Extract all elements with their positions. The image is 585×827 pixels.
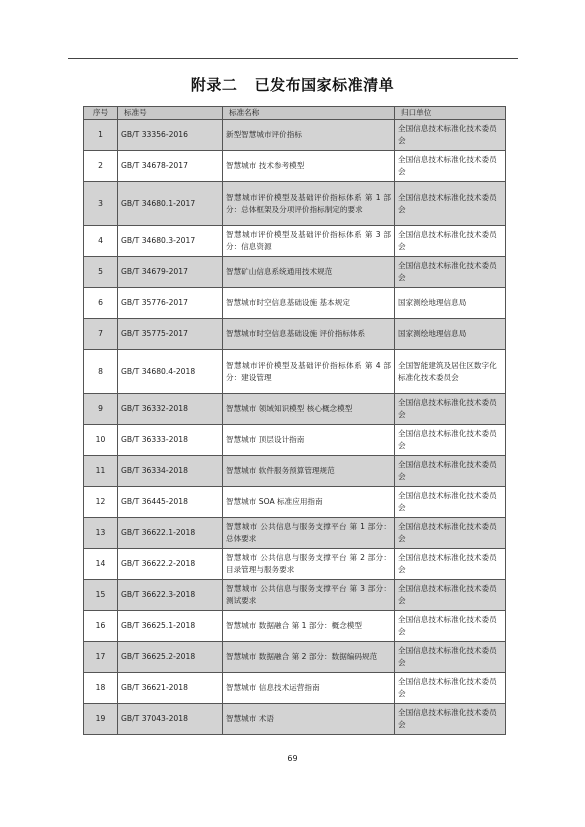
- cell-no: 18: [84, 673, 118, 704]
- cell-name: 智慧城市 软件服务预算管理规范: [223, 456, 395, 487]
- table-row: [84, 611, 506, 642]
- cell-dept: 全国信息技术标准化技术委员会: [395, 580, 506, 611]
- table-row: [84, 518, 506, 549]
- table-row: [84, 425, 506, 456]
- cell-dept: 国家测绘地理信息局: [395, 319, 506, 350]
- cell-name: 智慧城市 公共信息与服务支撑平台 第 1 部分：总体要求: [223, 518, 395, 549]
- cell-no: 11: [84, 456, 118, 487]
- cell-name: 智慧城市时空信息基础设施 基本规定: [223, 288, 395, 319]
- cell-name: 智慧城市 技术参考模型: [223, 151, 395, 182]
- cell-no: 15: [84, 580, 118, 611]
- cell-no: 8: [84, 350, 118, 394]
- cell-dept: 全国信息技术标准化技术委员会: [395, 257, 506, 288]
- cell-no: 12: [84, 487, 118, 518]
- table-row: [84, 350, 506, 394]
- cell-no: 10: [84, 425, 118, 456]
- cell-name: 智慧城市 顶层设计指南: [223, 425, 395, 456]
- table-row: [84, 487, 506, 518]
- cell-no: 1: [84, 120, 118, 151]
- cell-name: 新型智慧城市评价指标: [223, 120, 395, 151]
- cell-code: GB/T 36445-2018: [118, 487, 223, 518]
- cell-name: 智慧城市 SOA 标准应用指南: [223, 487, 395, 518]
- cell-no: 7: [84, 319, 118, 350]
- cell-dept: 全国信息技术标准化技术委员会: [395, 182, 506, 226]
- table-row: [84, 288, 506, 319]
- cell-no: 16: [84, 611, 118, 642]
- cell-no: 6: [84, 288, 118, 319]
- cell-dept: 全国信息技术标准化技术委员会: [395, 151, 506, 182]
- cell-code: GB/T 36625.1-2018: [118, 611, 223, 642]
- cell-dept: 全国信息技术标准化技术委员会: [395, 120, 506, 151]
- cell-name: 智慧城市时空信息基础设施 评价指标体系: [223, 319, 395, 350]
- cell-code: GB/T 36332-2018: [118, 394, 223, 425]
- cell-no: 9: [84, 394, 118, 425]
- cell-code: GB/T 37043-2018: [118, 704, 223, 735]
- cell-dept: 全国信息技术标准化技术委员会: [395, 673, 506, 704]
- cell-no: 14: [84, 549, 118, 580]
- cell-code: GB/T 35776-2017: [118, 288, 223, 319]
- table-body: [84, 120, 506, 735]
- cell-no: 13: [84, 518, 118, 549]
- cell-no: 19: [84, 704, 118, 735]
- cell-dept: 全国信息技术标准化技术委员会: [395, 456, 506, 487]
- cell-name: 智慧矿山信息系统通用技术规范: [223, 257, 395, 288]
- cell-code: GB/T 33356-2016: [118, 120, 223, 151]
- cell-name: 智慧城市 信息技术运营指南: [223, 673, 395, 704]
- page-title: 附录二 已发布国家标准清单: [190, 76, 395, 94]
- table-row: [84, 549, 506, 580]
- header-name: 标准名称: [223, 107, 395, 120]
- cell-dept: 全国信息技术标准化技术委员会: [395, 642, 506, 673]
- cell-code: GB/T 36625.2-2018: [118, 642, 223, 673]
- cell-dept: 全国信息技术标准化技术委员会: [395, 704, 506, 735]
- cell-no: 17: [84, 642, 118, 673]
- cell-code: GB/T 36622.3-2018: [118, 580, 223, 611]
- table-row: [84, 394, 506, 425]
- cell-dept: 全国信息技术标准化技术委员会: [395, 549, 506, 580]
- cell-name: 智慧城市 领域知识模型 核心概念模型: [223, 394, 395, 425]
- cell-dept: 全国信息技术标准化技术委员会: [395, 611, 506, 642]
- cell-code: GB/T 36621-2018: [118, 673, 223, 704]
- cell-dept: 全国信息技术标准化技术委员会: [395, 394, 506, 425]
- cell-code: GB/T 34680.4-2018: [118, 350, 223, 394]
- cell-dept: 全国信息技术标准化技术委员会: [395, 226, 506, 257]
- table-row: [84, 580, 506, 611]
- header-code: 标准号: [118, 107, 223, 120]
- cell-code: GB/T 34680.3-2017: [118, 226, 223, 257]
- cell-code: GB/T 36334-2018: [118, 456, 223, 487]
- cell-no: 2: [84, 151, 118, 182]
- cell-code: GB/T 36622.2-2018: [118, 549, 223, 580]
- cell-dept: 全国信息技术标准化技术委员会: [395, 518, 506, 549]
- cell-code: GB/T 36622.1-2018: [118, 518, 223, 549]
- header-rule: [68, 58, 518, 59]
- cell-dept: 全国信息技术标准化技术委员会: [395, 487, 506, 518]
- cell-name: 智慧城市 公共信息与服务支撑平台 第 2 部分：目录管理与服务要求: [223, 549, 395, 580]
- table-row: [84, 456, 506, 487]
- cell-code: GB/T 34678-2017: [118, 151, 223, 182]
- cell-no: 4: [84, 226, 118, 257]
- page-number: 69: [287, 754, 298, 763]
- table-row: [84, 673, 506, 704]
- cell-code: GB/T 36333-2018: [118, 425, 223, 456]
- cell-name: 智慧城市评价模型及基础评价指标体系 第 1 部分：总体框架及分项评价指标制定的要求: [223, 182, 395, 226]
- cell-code: GB/T 35775-2017: [118, 319, 223, 350]
- header-dept: 归口单位: [395, 107, 506, 120]
- cell-name: 智慧城市 术语: [223, 704, 395, 735]
- cell-name: 智慧城市评价模型及基础评价指标体系 第 3 部分：信息资源: [223, 226, 395, 257]
- table-row: [84, 151, 506, 182]
- cell-dept: 国家测绘地理信息局: [395, 288, 506, 319]
- cell-no: 3: [84, 182, 118, 226]
- table-row: [84, 319, 506, 350]
- table-row: [84, 182, 506, 226]
- cell-code: GB/T 34680.1-2017: [118, 182, 223, 226]
- cell-name: 智慧城市 公共信息与服务支撑平台 第 3 部分：测试要求: [223, 580, 395, 611]
- header-no: 序号: [84, 107, 118, 120]
- cell-dept: 全国信息技术标准化技术委员会: [395, 425, 506, 456]
- cell-code: GB/T 34679-2017: [118, 257, 223, 288]
- table-row: [84, 226, 506, 257]
- table-row: [84, 642, 506, 673]
- table-header-row: [84, 107, 506, 120]
- cell-no: 5: [84, 257, 118, 288]
- cell-name: 智慧城市 数据融合 第 2 部分：数据编码规范: [223, 642, 395, 673]
- table-row: [84, 120, 506, 151]
- table-row: [84, 257, 506, 288]
- cell-dept: 全国智能建筑及居住区数字化标准化技术委员会: [395, 350, 506, 394]
- cell-name: 智慧城市 数据融合 第 1 部分：概念模型: [223, 611, 395, 642]
- standards-table: [83, 106, 506, 735]
- cell-name: 智慧城市评价模型及基础评价指标体系 第 4 部分：建设管理: [223, 350, 395, 394]
- table-row: [84, 704, 506, 735]
